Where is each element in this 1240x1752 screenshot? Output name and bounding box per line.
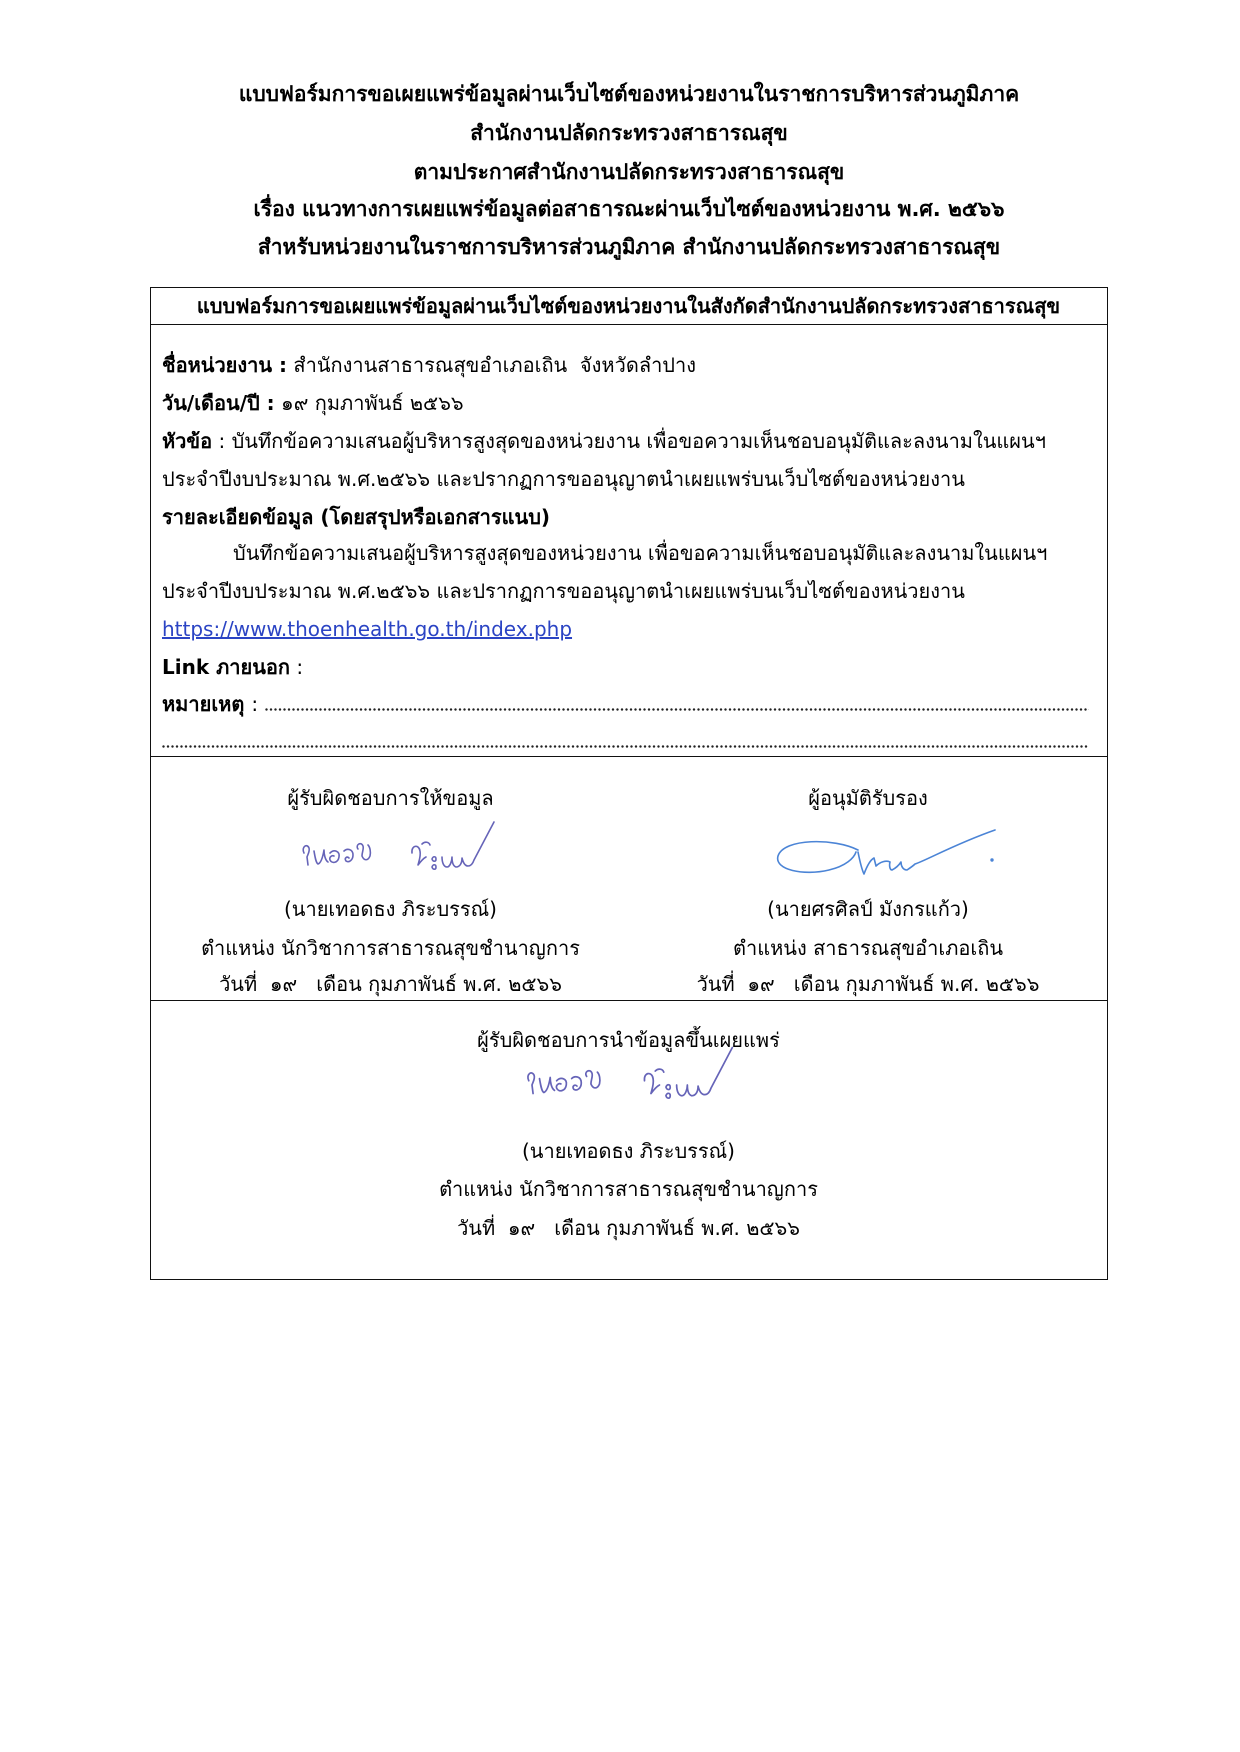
topic-value-line-1: : บันทึกข้อความเสนอผู้บริหารสูงสุดของหน่วยงาน เพื่อขอความเห็นชอบอนุมัติและลงนามในแผนฯ [218,429,1046,453]
provider-date: วันที่ ๑๙ เดือน กุมภาพันธ์ พ.ศ. ๒๕๖๖ [219,972,562,996]
approver-role: ผู้อนุมัติรับรอง [808,786,928,810]
publisher-signature [522,1040,737,1115]
details-line-2: ประจำปีงบประมาณ พ.ศ.๒๕๖๖ และปรากฏการขออนุญาตนำเผยแพร่บนเว็บไซต์ของหน่วยงาน [162,579,965,603]
publisher-date: วันที่ ๑๙ เดือน กุมภาพันธ์ พ.ศ. ๒๕๖๖ [457,1216,800,1240]
table-row-divider [151,756,1107,757]
table-row-divider [151,324,1107,325]
publisher-name: (นายเทอดธง ภิระบรรณ์) [522,1139,735,1163]
publisher-position: ตำแหน่ง นักวิชาการสาธารณสุขชำนาญการ [439,1177,818,1201]
details-link-row [162,610,1098,648]
heading-line-3: ตามประกาศสำนักงานปลัดกระทรวงสาธารณสุข [413,160,845,184]
external-link-separator: : [296,655,304,679]
external-link-row [162,648,1098,686]
form-table-title: แบบฟอร์มการขอเผยแพร่ข้อมูลผ่านเว็บไซต์ของหน่วยงานในสังกัดสำนักงานปลัดกระทรวงสาธารณสุข [196,294,1061,318]
provider-position: ตำแหน่ง นักวิชาการสาธารณสุขชำนาญการ [201,936,580,960]
details-link[interactable]: https://www.thoenhealth.go.th/index.php [162,617,573,641]
heading-line-1: แบบฟอร์มการขอเผยแพร่ข้อมูลผ่านเว็บไซต์ของหน่วยงานในราชการบริหารส่วนภูมิภาค [238,82,1020,106]
date-row [162,384,1098,422]
remarks-label: หมายเหตุ [162,692,245,716]
provider-name: (นายเทอดธง ภิระบรรณ์) [284,897,497,921]
provider-role: ผู้รับผิดชอบการให้ขอมูล [287,786,494,810]
approver-date: วันที่ ๑๙ เดือน กุมภาพันธ์ พ.ศ. ๒๕๖๖ [696,972,1040,996]
agency-value: สำนักงานสาธารณสุขอำเภอเถิน จังหวัดลำปาง [293,353,696,377]
remarks-row [162,685,1089,723]
request-form-table [150,287,1108,1280]
details-line-1: บันทึกข้อความเสนอผู้บริหารสูงสุดของหน่วยงาน เพื่อขอความเห็นชอบอนุมัติและลงนามในแผนฯ [233,541,1048,565]
approver-position: ตำแหน่ง สาธารณสุขอำเภอเถิน [732,936,1004,960]
remarks-blank-line-2 [162,745,1089,748]
provider-signature [298,815,498,885]
heading-line-5: สำหรับหน่วยงานในราชการบริหารส่วนภูมิภาค สำนักงานปลัดกระทรวงสาธารณสุข [257,235,1001,259]
heading-line-2: สำนักงานปลัดกระทรวงสาธารณสุข [470,121,788,145]
topic-label: หัวข้อ [162,429,213,453]
external-link-label: Link ภายนอก [162,655,291,679]
topic-value-line-2: ประจำปีงบประมาณ พ.ศ.๒๕๖๖ และปรากฏการขออนุญาตนำเผยแพร่บนเว็บไซต์ของหน่วยงาน [162,467,965,491]
remarks-blank-line-1 [265,708,1089,711]
publisher-role: ผู้รับผิดชอบการนำข้อมูลขึ้นเผยแพร่ [477,1028,780,1052]
agency-row [162,346,1098,384]
heading-line-4: เรื่อง แนวทางการเผยแพร่ข้อมูลต่อสาธารณะผ่านเว็บไซต์ของหน่วยงาน พ.ศ. ๒๕๖๖ [253,197,1005,221]
details-label: รายละเอียดข้อมูล (โดยสรุปหรือเอกสารแนบ) [162,505,551,529]
date-label: วัน/เดือน/ปี : [162,391,275,415]
date-value: ๑๙ กุมภาพันธ์ ๒๕๖๖ [281,391,464,415]
topic-row [162,422,1098,460]
table-row-divider [151,1000,1107,1001]
approver-name: (นายศรศิลป์ มังกรแก้ว) [767,897,969,921]
agency-label: ชื่อหน่วยงาน : [162,353,288,377]
remarks-separator: : [251,692,259,716]
approver-signature [774,828,999,888]
